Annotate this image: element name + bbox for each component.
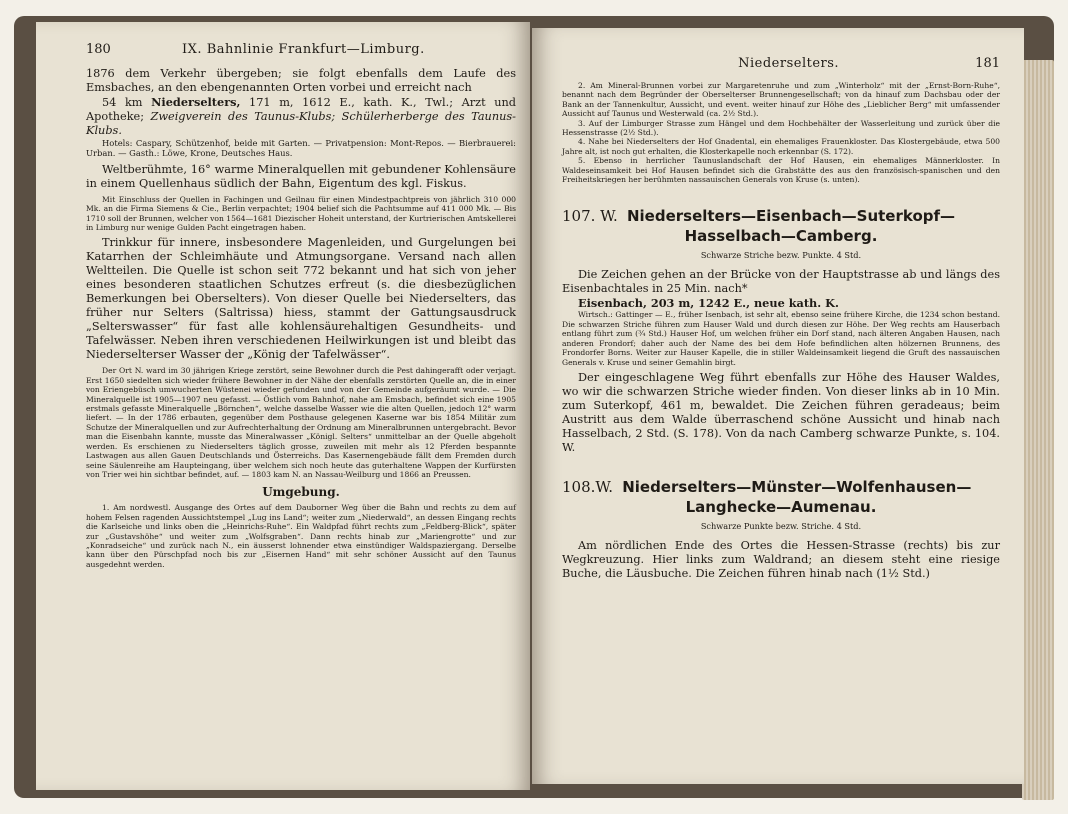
- eisenbach-note: Wirtsch.: Gattinger — E., früher Isenbach, ist sehr alt, ebenso seine frühere Kirche, die 1234 schon bestand. Die schwarzen Striche führen zum Hauser Wald und durch diesen zur Höhe. Der Weg rechts am Hauserbach entlang führt zum (¾ Std.) Hauser Hof, um welchen früher ein Dorf stand, nach älteren Angaben Hausen, nach anderen Frondorf; daher auch der Name des bei dem Hofe befindlichen alten hölzernen Brunnens, des Frondorfer Borns. Weiter zur Hauser Kapelle, die in stiller Waldeinsamkeit liegend die Gruft des nassauischen Generals v. Kruse und seiner Gemahlin birgt.: [562, 310, 1000, 367]
- route-number: 108.W.: [562, 477, 613, 496]
- route-number: 107. W.: [562, 207, 618, 226]
- page-edges: [1022, 60, 1054, 800]
- route-title-line2: Langhecke—Aumenau.: [685, 497, 877, 516]
- intro-paragraph: 1876 dem Verkehr übergeben; sie folgt ebenfalls dem Laufe des Emsbaches, an den ebengenannten Orten vorbei und erreicht nach: [86, 67, 516, 94]
- place-entry: [86, 95, 516, 138]
- walk-5: 5. Ebenso in herrlicher Taunuslandschaft der Hof Hausen, ein ehemaliges Männerkloster. In Waldeseinsamkeit bei Hof Hausen befindet sich die Grabstätte des aus den französisch-spanischen und den Freiheitskriegen her berühmten nassauischen Generals von Kruse (s. unten).: [562, 156, 1000, 185]
- route-title-line1: Niederselters—Münster—Wolfenhausen—: [622, 477, 972, 496]
- walk-2: 2. Am Mineral-Brunnen vorbei zur Margaretenruhe und zum „Winterholz“ mit der „Ernst-Born-Ruhe“, benannt nach dem Begründer der Oberselterser Brunnengesellschaft; von da hinauf zum Dachsbau oder der Bank an der Tannenkultur, Aussicht, und event. weiter hinauf zur Höhe des „Lieblicher Berg“ mit umfassender Aussicht auf Taunus und Westerwald (ca. 2½ Std.).: [562, 81, 1000, 119]
- running-head: IX. Bahnlinie Frankfurt—Limburg.: [182, 42, 425, 57]
- entry-details: 171 m, 1612 E., kath. K., Twl.; Arzt und Apotheke;: [86, 96, 517, 123]
- page-number: 181: [975, 56, 1000, 71]
- entry-place-name: Niederselters,: [151, 95, 241, 109]
- walk-3: 3. Auf der Limburger Strasse zum Hängel und dem Hochbehälter der Wasserleitung und zurück über die Hessenstrasse (2½ Std.).: [562, 118, 1000, 138]
- route-title-line2: Hasselbach—Camberg.: [684, 227, 878, 246]
- entry-clubs: Zweigverein des Taunus-Klubs; Schülerherberge des Taunus-Klubs.: [86, 110, 516, 137]
- route-107-marking: Schwarze Striche bezw. Punkte. 4 Std.: [700, 250, 862, 261]
- left-page: [36, 22, 530, 790]
- route-107-intro: Die Zeichen gehen an der Brücke von der Hauptstrasse ab und längs des Eisenbachtales in 25 Min. nach*: [562, 268, 1000, 296]
- left-page-header: [86, 42, 516, 57]
- running-head: Niederselters.: [738, 56, 840, 71]
- route-108-title: [562, 477, 1000, 517]
- hotels-line: Hotels: Caspary, Schützenhof, beide mit Garten. — Privatpension: Mont-Repos. — Bierbrauerei: Urban. — Gasth.: Löwe, Krone, Deutsches Haus.: [86, 138, 516, 159]
- cure-paragraph: Trinkkur für innere, insbesondere Magenleiden, und Gurgelungen bei Katarrhen der Schleimhäute und Atmungsorgane. Versand nach allen Weltteilen. Die Quelle ist schon seit 772 bekannt und hat sich von jeher eines besonderen staatlichen Schutzes erfreut (s. die diesbezüglichen Bemerkungen bei Oberselters). Von dieser Quelle bei Niederselters, das früher nur Selters (Saltrissa) hiess, stammt der Gattungsausdruck „Selterswasser“ für fast alle kohlensäurehaltigen Gesundheits- und Tafelwässer. Neben ihren verschiedenen Heilwirkungen ist und bleibt das Niederselterser Wasser der „König der Tafelwässer“.: [86, 236, 516, 362]
- route-107-title: [562, 206, 1000, 246]
- eisenbach-entry: Eisenbach, 203 m, 1242 E., neue kath. K.: [578, 296, 839, 311]
- route-107-body: Der eingeschlagene Weg führt ebenfalls zur Höhe des Hauser Waldes, wo wir die schwarzen Striche wieder finden. Von dieser links ab in 10 Min. zum Suterkopf, 461 m, bewaldet. Die Zeichen führen geradeaus; beim Austritt aus dem Walde überraschend schöne Aussicht und hinab nach Hasselbach, 2 Std. (S. 178). Von da nach Camberg schwarze Punkte, s. 104. W.: [562, 370, 1000, 454]
- lease-note: Mit Einschluss der Quellen in Fachingen und Geilnau für einen Mindestpachtpreis von jährlich 310 000 Mk. an die Firma Siemens & Cie., Berlin verpachtet; 1904 belief sich die Pachtsumme auf 411 000 Mk. — Bis 1710 soll der Brunnen, welcher von 1564—1681 Diezischer Hoheit unterstand, der Kurtrierischen Amtskellerei in Limburg nur wenige Gulden Pacht eingetragen haben.: [86, 194, 516, 233]
- walk-4: 4. Nahe bei Niederselters der Hof Gnadental, ein ehemaliges Frauenkloster. Das Klostergebäude, etwa 500 Jahre alt, ist noch gut erhalten, die Klosterkapelle noch erkennbar (S. 172).: [562, 137, 1000, 156]
- route-108-body: Am nördlichen Ende des Ortes die Hessen-Strasse (rechts) bis zur Wegkreuzung. Hier links zum Waldrand; an diesem steht eine riesige Buche, die Läusbuche. Die Zeichen führen hinab nach (1½ Std.): [562, 538, 1000, 580]
- mineral-springs-paragraph: Weltberühmte, 16° warme Mineralquellen mit gebundener Kohlensäure in einem Quellenhaus südlich der Bahn, Eigentum des kgl. Fiskus.: [86, 162, 516, 190]
- page-number: 180: [86, 42, 111, 57]
- route-108-marking: Schwarze Punkte bezw. Striche. 4 Std.: [700, 520, 862, 531]
- history-note: Der Ort N. ward im 30 jährigen Kriege zerstört, seine Bewohner durch die Pest dahingerafft oder verjagt. Erst 1650 siedelten sich wieder frühere Bewohner in der Nähe der ebenfalls zerstörten Quelle an, die in einer von Eriengebüsch umwucherten Wüstenei wieder gefunden und von der Gemeinde aufgeräumt wurde. — Die Mineralquelle ist 1905—1907 neu gefasst. — Östlich vom Bahnhof, nahe am Emsbach, befindet sich eine 1905 erstmals gefasste Mineralquelle „Börnchen“, welche dasselbe Wasser wie die alten Quellen, jedoch 12° warm liefert. — In der 1786 erbauten, gegenüber dem Posthause gelegenen Kaserne war bis 1854 Militär zum Schutze der Mineralquellen und zur Aufrechterhaltung der Ordnung am Mineralbrunnen untergebracht. Bevor man die Eisenbahn kannte, musste das Mineralwasser „Königl. Selters“ unmittelbar an der Quelle abgeholt werden. Es erschienen zu Niederselters täglich grosse, zuweilen mit mehr als 12 Pferden bespannte Lastwagen aus allen Gauen Deutschlands und Österreichs. Das Kasernengebäude fällt dem Fremden durch seine Säulenreihe am Haupteingang, über welchem sich noch heute das guterhaltene Wappen der Kurfürsten von Trier wei hin sichtbar befindet, auf. — 1803 kam N. an Nassau-Weilburg und 1866 an Preussen.: [86, 366, 516, 479]
- right-page: [532, 28, 1024, 784]
- walk-1: 1. Am nordwestl. Ausgange des Ortes auf dem Dauborner Weg über die Bahn und rechts zu dem auf hohem Felsen ragenden Aussichtstempel „Lug ins Land“; weiter zum „Niederwald“, an dessen Eingang rechts die Karlseiche und links oben die „Heinrichs-Ruhe“. Ein Waldpfad führt rechts zum „Feldberg-Blick“, später zur „Gustavshöhe“ und weiter zum „Wolfsgraben“. Dann rechts hinab zur „Mariengrotte“ und zur „Konradseiche“ und zurück nach N., ein äusserst lohnender etwa einstündiger Waldspaziergang. Derselbe kann über den Pürschpfad noch bis zur „Eisernen Hand“ mit sehr schöner Aussicht auf den Taunus ausgedehnt werden.: [86, 503, 516, 569]
- route-title-line1: Niederselters—Eisenbach—Suterkopf—: [626, 207, 956, 226]
- section-heading: Umgebung.: [262, 485, 340, 500]
- right-page-header: [562, 56, 1000, 71]
- entry-distance: 54 km: [102, 96, 143, 109]
